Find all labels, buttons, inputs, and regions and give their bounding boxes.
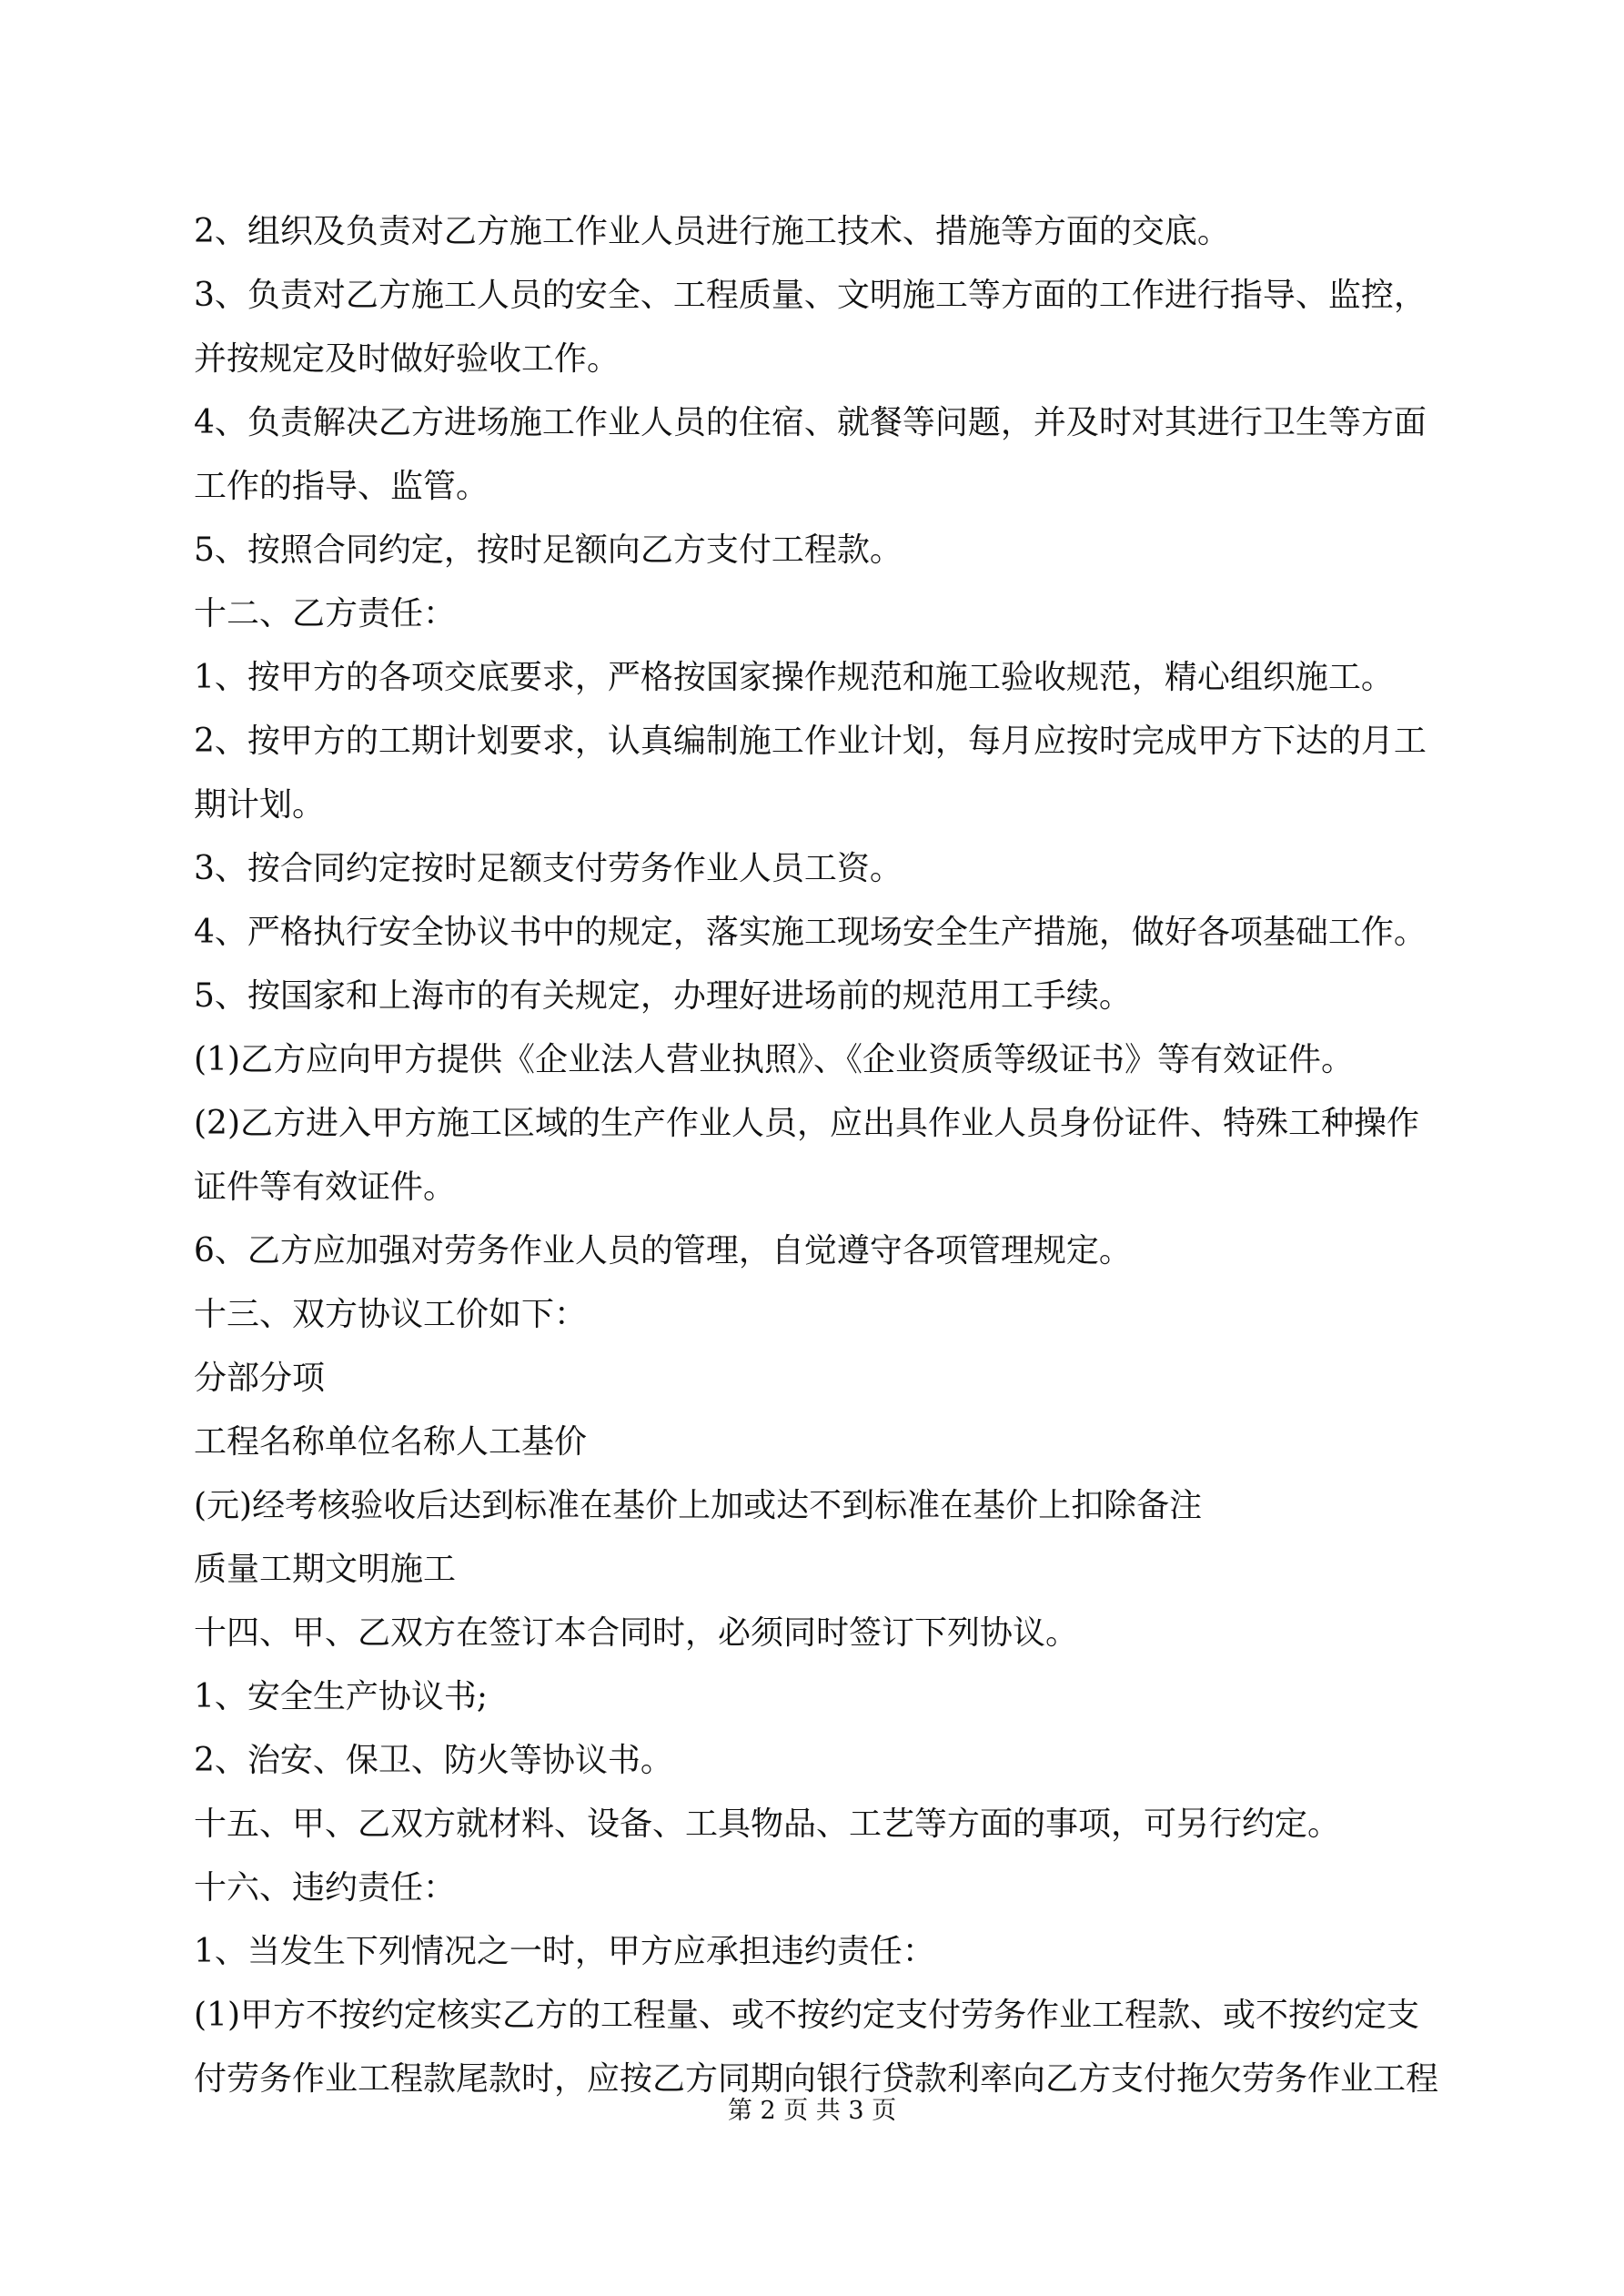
- page-footer: [0, 2093, 1624, 2129]
- text-line: (1)乙方应向甲方提供《企业法人营业执照》、《企业资质等级证书》等有效证件。: [194, 1041, 1354, 1078]
- text-line: 2、治安、保卫、防火等协议书。: [194, 1742, 673, 1779]
- text-line: 5、按国家和上海市的有关规定，办理好进场前的规范用工手续。: [194, 977, 1132, 1015]
- text-line: 证件等有效证件。: [194, 1168, 457, 1206]
- text-line: 付劳务作业工程款尾款时，应按乙方同期向银行贷款利率向乙方支付拖欠劳务作业工程: [194, 2060, 1439, 2098]
- text-line: (2)乙方进入甲方施工区域的生产作业人员，应出具作业人员身份证件、特殊工种操作: [194, 1105, 1419, 1142]
- text-line: 2、按甲方的工期计划要求，认真编制施工作业计划，每月应按时完成甲方下达的月工: [194, 723, 1427, 760]
- section-heading: 十三、双方协议工价如下：: [194, 1296, 588, 1333]
- text-line: 1、按甲方的各项交底要求，严格按国家操作规范和施工验收规范，精心组织施工。: [194, 659, 1394, 696]
- text-line: 3、按合同约定按时足额支付劳务作业人员工资。: [194, 850, 903, 887]
- text-line: 4、严格执行安全协议书中的规定，落实施工现场安全生产措施，做好各项基础工作。: [194, 914, 1427, 951]
- text-line: 1、当发生下列情况之一时，甲方应承担违约责任：: [194, 1933, 935, 1970]
- text-line: 期计划。: [194, 786, 326, 824]
- section-heading: 十五、甲、乙双方就材料、设备、工具物品、工艺等方面的事项，可另行约定。: [194, 1805, 1341, 1843]
- text-line: (元)经考核验收后达到标准在基价上加或达不到标准在基价上扣除备注: [194, 1487, 1203, 1524]
- page-number: 第 2 页 共 3 页: [727, 2097, 897, 2125]
- text-line: 并按规定及时做好验收工作。: [194, 340, 620, 378]
- text-line: 6、乙方应加强对劳务作业人员的管理，自觉遵守各项管理规定。: [194, 1232, 1132, 1269]
- document-body: [194, 200, 1439, 2111]
- text-line: 质量工期文明施工: [194, 1551, 457, 1588]
- text-line: 2、组织及负责对乙方施工作业人员进行施工技术、措施等方面的交底。: [194, 213, 1230, 250]
- text-line: 1、安全生产协议书;: [194, 1678, 489, 1715]
- section-heading: 十二、乙方责任：: [194, 595, 457, 632]
- text-line: 4、负责解决乙方进场施工作业人员的住宿、就餐等问题，并及时对其进行卫生等方面: [194, 404, 1427, 441]
- text-line: 5、按照合同约定，按时足额向乙方支付工程款。: [194, 531, 903, 569]
- text-line: (1)甲方不按约定核实乙方的工程量、或不按约定支付劳务作业工程款、或不按约定支: [194, 1997, 1419, 2034]
- section-heading: 十六、违约责任：: [194, 1869, 457, 1907]
- text-line: 3、负责对乙方施工人员的安全、工程质量、文明施工等方面的工作进行指导、监控，: [194, 277, 1427, 314]
- text-line: 工程名称单位名称人工基价: [194, 1423, 588, 1461]
- section-heading: 十四、甲、乙双方在签订本合同时，必须同时签订下列协议。: [194, 1614, 1079, 1652]
- text-line: 分部分项: [194, 1360, 326, 1397]
- text-line: 工作的指导、监管。: [194, 468, 489, 505]
